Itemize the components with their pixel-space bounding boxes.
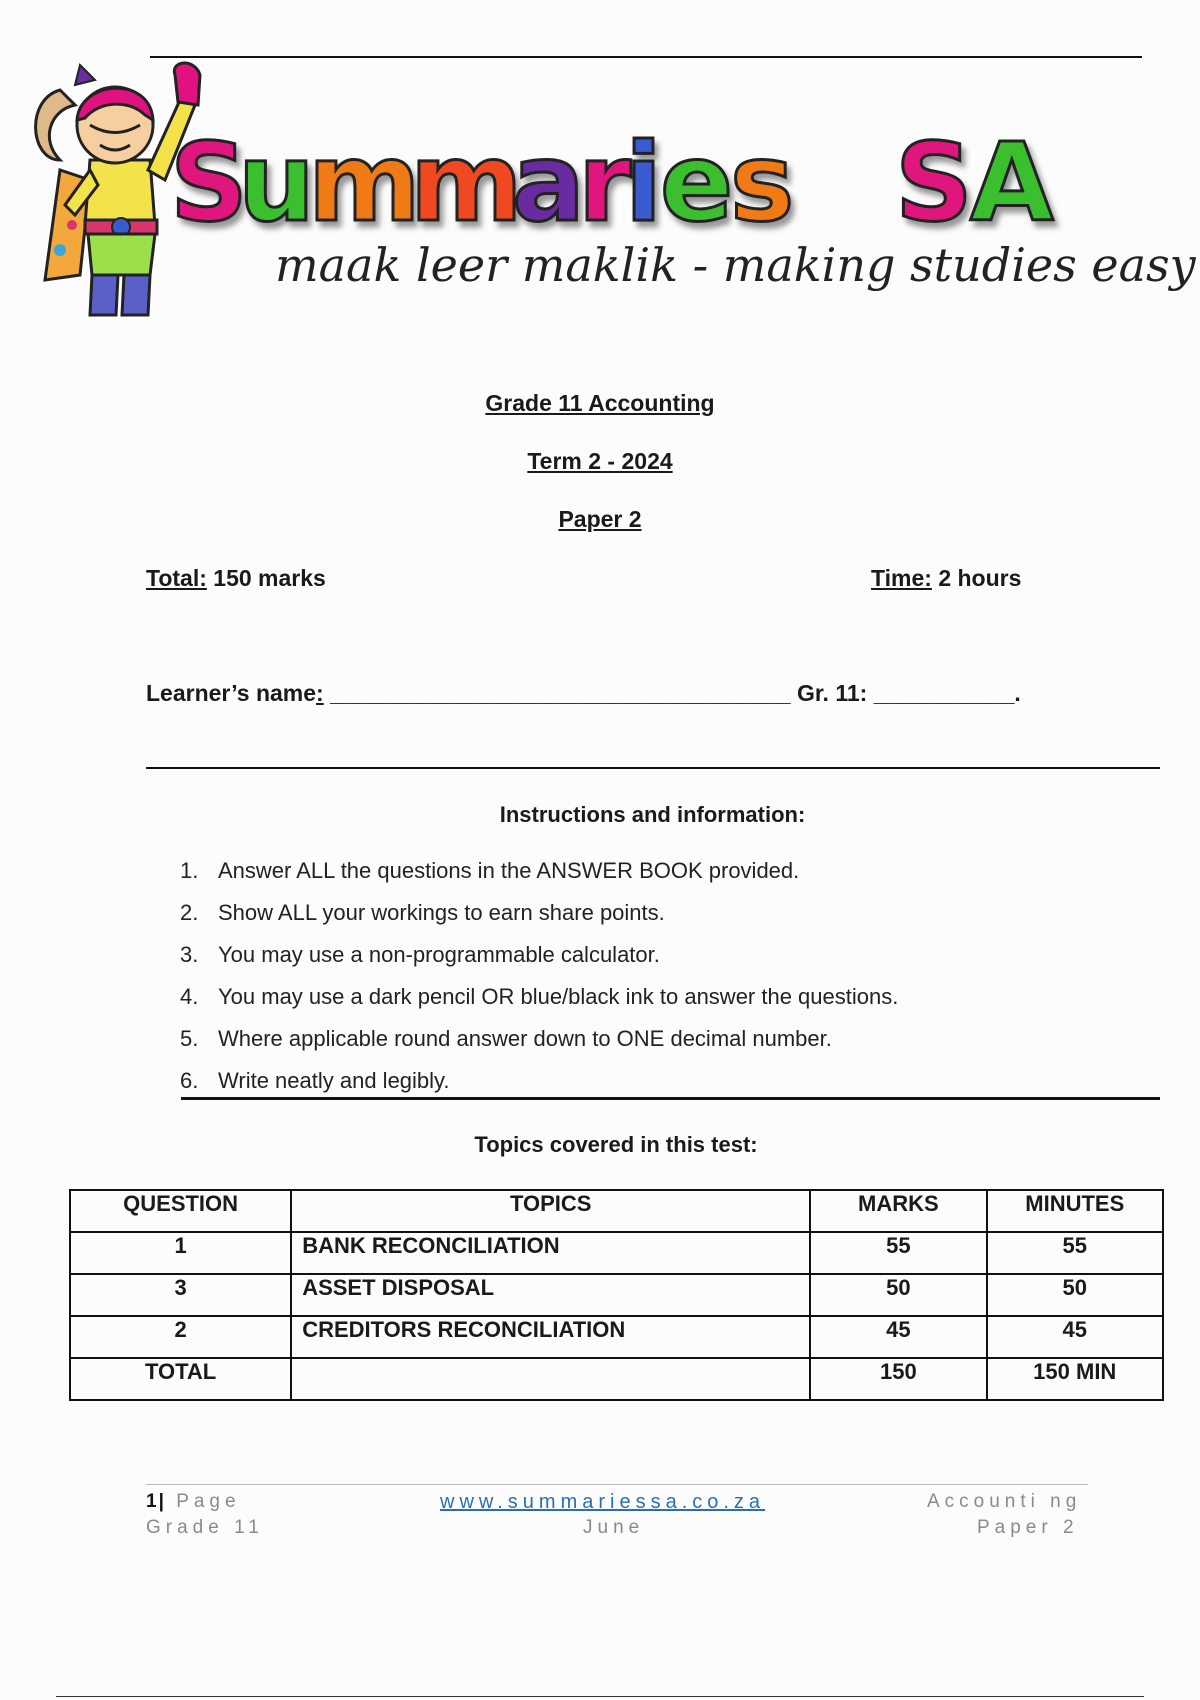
svg-text:s: s [730,121,795,245]
footer-paper: Paper 2 [977,1517,1079,1538]
svg-text:a: a [512,121,585,245]
footer-website-wrap [440,1491,765,1514]
svg-text:S: S [895,121,973,245]
col-topics: TOPICS [291,1190,810,1232]
total-value: 150 marks [213,565,326,591]
instruction-item: 3. You may use a non-programmable calculator. [180,942,660,967]
grade-field[interactable]: ___________. [873,680,1021,706]
summaries-sa-logo [170,120,1200,245]
table-row: 2 CREDITORS RECONCILIATION 45 45 [70,1316,1163,1358]
subject-title: Grade 11 Accounting [485,390,715,416]
svg-text:m: m [410,121,523,245]
table-total-row: TOTAL 150 150 MIN [70,1358,1163,1400]
svg-text:S: S [170,121,248,245]
col-minutes: MINUTES [987,1190,1164,1232]
topics-heading: Topics covered in this test: [474,1132,758,1157]
website-link[interactable]: www.summariessa.co.za [440,1491,766,1513]
col-marks: MARKS [810,1190,986,1232]
table-row: 3 ASSET DISPOSAL 50 50 [70,1274,1163,1316]
page-number: 1 [146,1491,159,1512]
top-rule [150,56,1142,58]
tagline: maak leer maklik - making studies easy [275,238,1196,292]
footer-page [146,1491,241,1513]
svg-text:i: i [625,121,663,245]
table-header-row [70,1190,1163,1232]
exam-time [871,565,1021,592]
svg-text:u: u [238,121,315,245]
term-title: Term 2 - 2024 [527,448,673,474]
svg-text:e: e [660,121,734,245]
page-label: Page [176,1491,241,1512]
grade-label: Gr. 11: [796,680,868,706]
footer-subject: Accounti ng [927,1491,1082,1512]
learner-name-row [146,680,1021,707]
svg-text:m: m [308,121,421,245]
learner-name-field[interactable]: ____________________________________ [330,680,791,706]
instruction-item: 6. Write neatly and legibly. [180,1068,450,1093]
time-value: 2 hours [938,565,1022,591]
learner-name-colon: : [316,680,324,706]
table-row: 1 BANK RECONCILIATION 55 55 [70,1232,1163,1274]
instruction-item: 2. Show ALL your workings to earn share points. [180,900,665,925]
instruction-item: 1. Answer ALL the questions in the ANSWER BOOK provided. [180,858,800,883]
instructions-divider [181,1097,1160,1100]
instruction-item: 4. You may use a dark pencil OR blue/black ink to answer the questions. [180,984,899,1009]
svg-text:r: r [578,121,632,245]
instructions-list [180,856,898,1108]
learner-name-label: Learner’s name [146,680,317,706]
bottom-rule [56,1696,1144,1697]
col-question: QUESTION [70,1190,291,1232]
total-label: Total: [146,565,207,591]
footer-month: June [583,1517,645,1538]
instructions-heading: Instructions and information: [499,802,806,827]
section-divider [146,767,1160,769]
instruction-item: 5. Where applicable round answer down to ONE decimal number. [180,1026,832,1051]
footer-grade: Grade 11 [146,1517,264,1538]
svg-text:A: A [970,121,1054,245]
paper-title: Paper 2 [558,506,642,532]
time-label: Time: [871,565,932,591]
page-separator: | [158,1491,166,1512]
topics-table [69,1189,1164,1401]
footer-rule [146,1484,1088,1485]
total-marks [146,565,326,592]
